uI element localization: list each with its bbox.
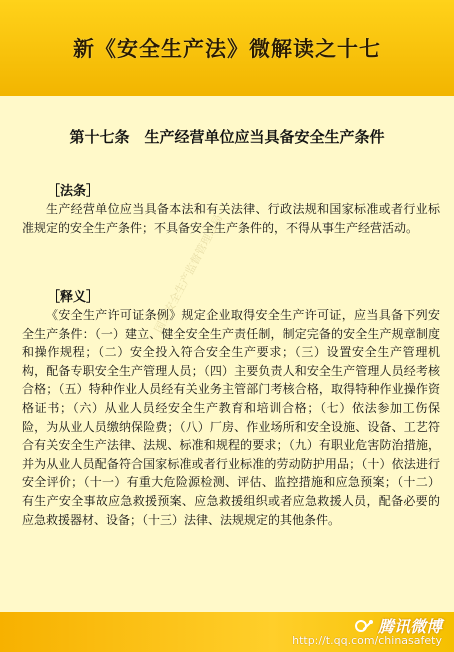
footer-bar <box>0 612 454 652</box>
brand-name: 腾讯微博 <box>377 617 442 636</box>
banner-title: 新《安全生产法》微解读之十七 <box>73 37 381 61</box>
tencent-weibo-icon <box>354 618 374 634</box>
article-heading: 第十七条 生产经营单位应当具备安全生产条件 <box>69 128 385 146</box>
law-text: 生产经营单位应当具备本法和有关法律、行政法规和国家标准或者行业标准规定的安全生产条件；不具备安全生产条件的，不得从事生产经营活动。 <box>22 202 440 235</box>
footer-url-link[interactable]: http://t.qq.com/chinasafety <box>292 634 442 647</box>
interpretation-section-label: ［释义］ <box>47 290 100 305</box>
law-section-label: ［法条］ <box>47 184 100 199</box>
article-content <box>0 96 454 612</box>
watermark: 国家安全生产监督管理总局 <box>151 212 226 336</box>
title-banner <box>0 0 454 96</box>
interpretation-text: 《安全生产许可证条例》规定企业取得安全生产许可证，应当具备下列安全生产条件：（一）建立、健全安全生产责任制，制定完备的安全生产规章制度和操作规程；（二）安全投入符合安全生产要求；（三）设置安全生产管理机构，配备专职安全生产管理人员；（四）主要负责人和安全生产管理人员经考核合格；（五）特种作业人员经有关业务主管部门考核合格，取得特种作业操作资格证书；（六）从业人员经安全生产教育和培训合格；（七）依法参加工伤保险，为从业人员缴纳保险费；（八）厂房、作业场所和安全设施、设备、工艺符合有关安全生产法律、法规、标准和规程的要求；（九）有职业危害防治措施，并为从业人员配备符合国家标准或者行业标准的劳动防护用品；（十）依法进行安全评价；（十一）有重大危险源检测、评估、监控措施和应急预案；（十二）有生产安全事故应急救援预案、应急救援组织或者应急救援人员，配备必要的应急救援器材、设备；（十三）法律、法规规定的其他条件。 <box>22 308 440 527</box>
